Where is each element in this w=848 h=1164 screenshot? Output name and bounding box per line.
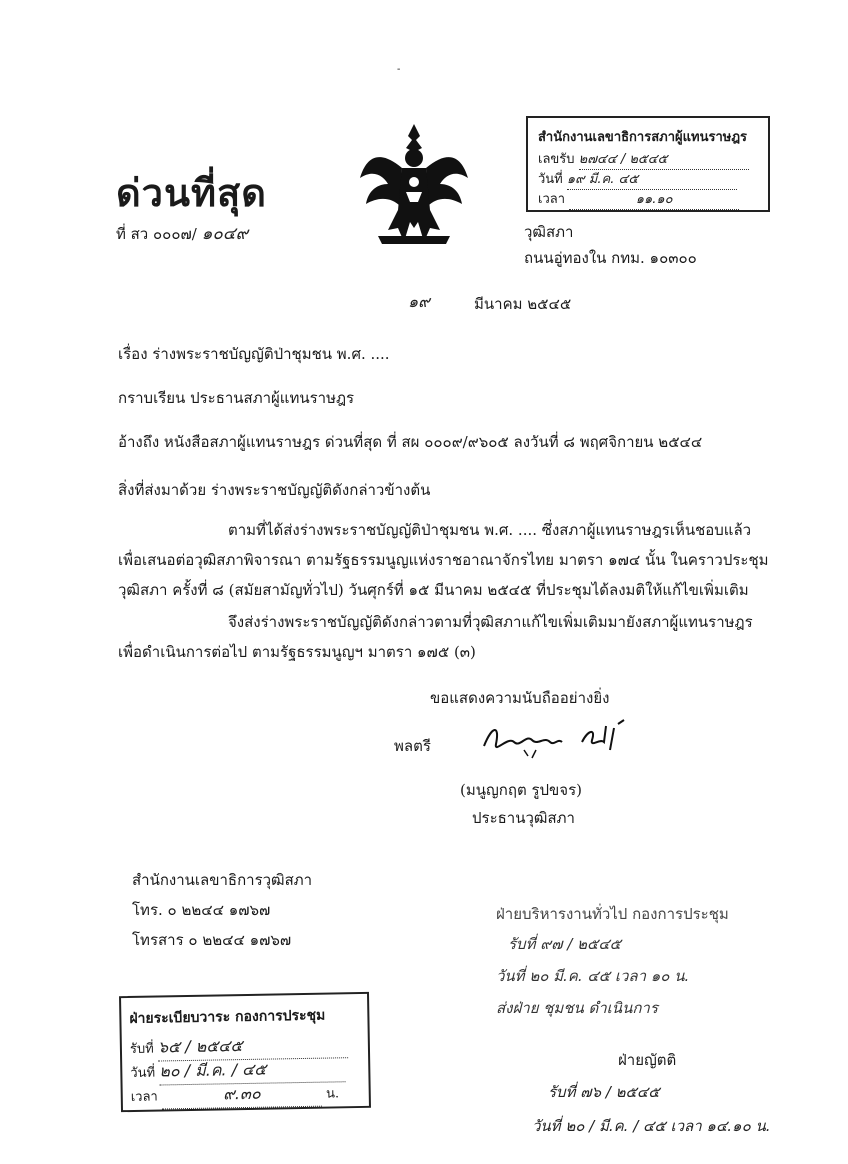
stamp-right-receive: รับที่ ๙๗ / ๒๕๔๕ bbox=[508, 935, 622, 953]
footer-fax: โทรสาร ๐ ๒๒๔๔ ๑๗๖๗ bbox=[132, 931, 292, 949]
note-right-date: วันที่ ๒๐ / มี.ค. / ๔๕ เวลา ๑๔.๑๐ น. bbox=[532, 1117, 771, 1135]
sender-address: ถนนอู่ทองใน กทม. ๑๐๓๐๐ bbox=[524, 249, 697, 267]
stamp-left-date-label: วันที่ bbox=[130, 1065, 156, 1082]
stamp-top-date-value: ๑๙ มี.ค. ๔๕ bbox=[567, 168, 737, 190]
signer-rank: พลตรี bbox=[394, 737, 431, 755]
footer-office: สำนักงานเลขาธิการวุฒิสภา bbox=[132, 871, 313, 889]
reference-prefix: ที่ สว ๐๐๐๗/ bbox=[116, 225, 197, 243]
reference-number: ๑๐๔๙ bbox=[201, 224, 249, 244]
registry-stamp-bottom-left bbox=[119, 992, 371, 1112]
stamp-top-date bbox=[538, 168, 737, 190]
garuda-emblem-icon bbox=[358, 118, 470, 250]
letter-enclosure: สิ่งที่ส่งมาด้วย ร่างพระราชบัญญัติดังกล่าวข้างต้น bbox=[118, 481, 431, 499]
date-month-year: มีนาคม ๒๕๔๕ bbox=[474, 295, 572, 313]
stamp-top-receive bbox=[538, 148, 749, 170]
body-line-3: วุฒิสภา ครั้งที่ ๘ (สมัยสามัญทั่วไป) วันศุกร์ที่ ๑๕ มีนาคม ๒๕๔๕ ที่ประชุมได้ลงมติให้แก้ไขเพิ่มเติม bbox=[118, 581, 749, 599]
footer-phone: โทร. ๐ ๒๒๔๔ ๑๗๖๗ bbox=[132, 901, 271, 919]
stamp-top-time-value: ๑๑.๑๐ bbox=[569, 188, 739, 210]
stamp-top-time bbox=[538, 188, 739, 210]
stamp-left-time-value: ๙.๓๐ bbox=[162, 1081, 322, 1110]
stamp-left-receive-value: ๖๕ / ๒๕๔๕ bbox=[158, 1032, 348, 1061]
stamp-right-send: ส่งฝ่าย ชุมชน ดำเนินการ bbox=[496, 999, 658, 1017]
stamp-left-time-suffix: น. bbox=[325, 1086, 340, 1102]
body-line-2: เพื่อเสนอต่อวุฒิสภาพิจารณา ตามรัฐธรรมนูญแห่งราชอาณาจักรไทย มาตรา ๑๗๔ นั้น ในคราวประชุม bbox=[118, 551, 769, 569]
letter-reference: อ้างถึง หนังสือสภาผู้แทนราษฎร ด่วนที่สุด ที่ สผ ๐๐๐๙/๙๖๐๕ ลงวันที่ ๘ พฤศจิกายน ๒๕๔๔ bbox=[118, 433, 703, 451]
signer-title: ประธานวุฒิสภา bbox=[472, 809, 575, 827]
receipt-stamp-top bbox=[526, 116, 770, 212]
stamp-left-title: ฝ่ายระเบียบวาระ กองการประชุม bbox=[129, 1007, 326, 1028]
body-line-5: เพื่อดำเนินการต่อไป ตามรัฐธรรมนูญฯ มาตรา ๑๗๕ (๓) bbox=[118, 643, 476, 661]
body-line-4: จึงส่งร่างพระราชบัญญัติดังกล่าวตามที่วุฒิสภาแก้ไขเพิ่มเติมมายังสภาผู้แทนราษฎร bbox=[228, 613, 753, 631]
stamp-top-date-label: วันที่ bbox=[538, 172, 563, 187]
stamp-top-receive-value: ๒๗๔๔ / ๒๕๔๕ bbox=[579, 148, 749, 170]
stamp-right-date: วันที่ ๒๐ มี.ค. ๔๕ เวลา ๑๐ น. bbox=[496, 967, 690, 985]
letter-salutation: กราบเรียน ประธานสภาผู้แทนราษฎร bbox=[118, 389, 355, 407]
letter-subject: เรื่อง ร่างพระราชบัญญัติป่าชุมชน พ.ศ. .... bbox=[118, 345, 390, 363]
letter-closing: ขอแสดงความนับถืออย่างยิ่ง bbox=[430, 689, 610, 707]
stamp-left-receive-label: รับที่ bbox=[129, 1041, 154, 1058]
signature-image bbox=[478, 716, 658, 762]
sender-org: วุฒิสภา bbox=[524, 223, 574, 241]
stamp-left-date-value: ๒๐ / มี.ค. / ๔๕ bbox=[159, 1056, 345, 1085]
note-right-receive: รับที่ ๗๖ / ๒๕๔๕ bbox=[548, 1083, 660, 1101]
signer-name: (มนูญกฤต รูปขจร) bbox=[460, 781, 582, 799]
stamp-top-time-label: เวลา bbox=[538, 192, 566, 207]
stamp-left-time bbox=[131, 1080, 340, 1110]
speck-mark: - bbox=[397, 64, 401, 75]
stamp-right-title: ฝ่ายบริหารงานทั่วไป กองการประชุม bbox=[496, 905, 729, 923]
stamp-top-receive-label: เลขรับ bbox=[538, 152, 575, 167]
document-reference bbox=[116, 220, 248, 247]
urgency-heading: ด่วนที่สุด bbox=[116, 171, 267, 215]
body-line-1: ตามที่ได้ส่งร่างพระราชบัญญัติป่าชุมชน พ.ศ. .... ซึ่งสภาผู้แทนราษฎรเห็นชอบแล้ว bbox=[228, 521, 752, 539]
date-day: ๑๙ bbox=[408, 292, 430, 311]
note-right-title: ฝ่ายญัตติ bbox=[618, 1051, 677, 1069]
stamp-top-title: สำนักงานเลขาธิการสภาผู้แทนราษฎร bbox=[538, 130, 748, 145]
stamp-left-time-label: เวลา bbox=[130, 1089, 158, 1105]
